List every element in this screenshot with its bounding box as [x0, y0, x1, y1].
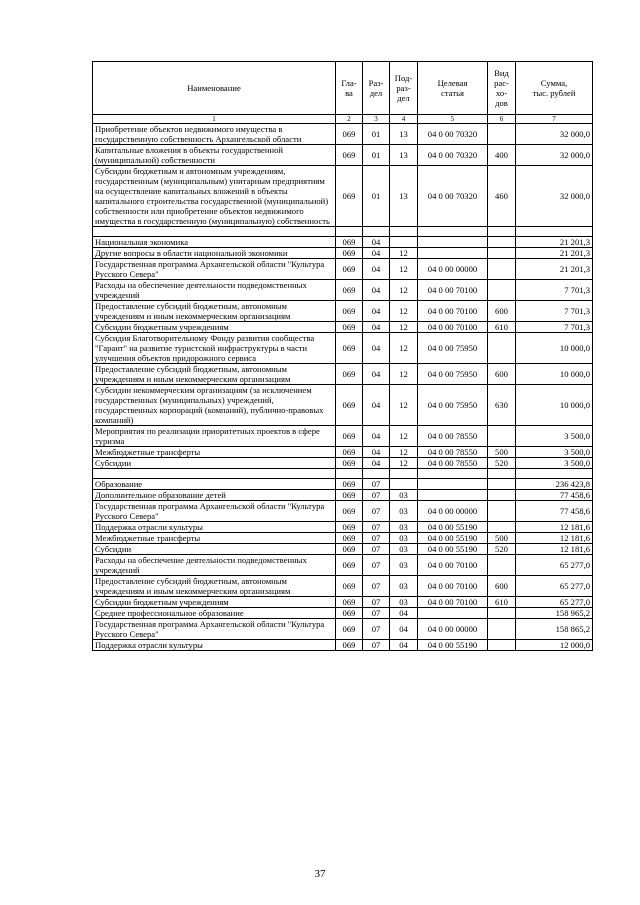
column-number: 2: [336, 115, 363, 124]
cell-glava: 069: [336, 619, 363, 640]
cell-summa: 3 500,0: [516, 426, 593, 447]
cell-razdel: 04: [363, 364, 390, 385]
cell-statya: 04 0 00 00000: [418, 501, 488, 522]
cell-vid: 610: [488, 322, 516, 333]
header-razdel: Раз- дел: [363, 62, 390, 115]
cell-razdel: 01: [363, 145, 390, 166]
cell-glava: 069: [336, 301, 363, 322]
cell-razdel: 04: [363, 458, 390, 469]
cell-razdel: 07: [363, 501, 390, 522]
table-row: [93, 490, 593, 501]
table-row: [93, 333, 593, 364]
cell-razdel: 07: [363, 576, 390, 597]
cell-podrazdel: 03: [390, 555, 418, 576]
cell-name: Государственная программа Архангельской области "Культура Русского Севера": [93, 619, 336, 640]
cell-name: Предоставление субсидий бюджетным, автономным учреждениям и иным некоммерческим организациям: [93, 576, 336, 597]
table-row: [93, 640, 593, 651]
cell-summa: 3 500,0: [516, 447, 593, 458]
cell-summa: 65 277,0: [516, 597, 593, 608]
cell-podrazdel: 04: [390, 619, 418, 640]
cell-name: Поддержка отрасли культуры: [93, 640, 336, 651]
cell-statya: 04 0 00 55190: [418, 533, 488, 544]
cell-statya: 04 0 00 78550: [418, 458, 488, 469]
cell-statya: 04 0 00 75950: [418, 364, 488, 385]
empty-cell: [336, 227, 363, 237]
cell-glava: 069: [336, 248, 363, 259]
cell-razdel: 04: [363, 385, 390, 426]
empty-cell: [336, 469, 363, 479]
cell-vid: 520: [488, 458, 516, 469]
cell-razdel: 07: [363, 490, 390, 501]
empty-cell: [488, 469, 516, 479]
cell-glava: 069: [336, 259, 363, 280]
cell-vid: [488, 555, 516, 576]
cell-razdel: 07: [363, 619, 390, 640]
cell-razdel: 04: [363, 333, 390, 364]
cell-podrazdel: 12: [390, 280, 418, 301]
cell-podrazdel: 12: [390, 301, 418, 322]
cell-summa: 10 000,0: [516, 364, 593, 385]
header-vid: Вид рас- хо- дов: [488, 62, 516, 115]
table-row: [93, 237, 593, 248]
cell-name: Государственная программа Архангельской области "Культура Русского Севера": [93, 501, 336, 522]
cell-name: Национальная экономика: [93, 237, 336, 248]
cell-podrazdel: 03: [390, 533, 418, 544]
cell-vid: 630: [488, 385, 516, 426]
table-row: [93, 364, 593, 385]
column-number: 3: [363, 115, 390, 124]
table-row: [93, 522, 593, 533]
cell-vid: [488, 333, 516, 364]
cell-name: Предоставление субсидий бюджетным, автономным учреждениям и иным некоммерческим организациям: [93, 364, 336, 385]
cell-statya: [418, 479, 488, 490]
column-number: 5: [418, 115, 488, 124]
table-row: [93, 479, 593, 490]
cell-summa: 10 000,0: [516, 333, 593, 364]
cell-name: Субсидии некоммерческим организациям (за исключением государственных (муниципальных) учреждений, государственных корпораций (компаний), публично-правовых компаний): [93, 385, 336, 426]
cell-vid: [488, 248, 516, 259]
cell-name: Субсидии: [93, 458, 336, 469]
empty-cell: [390, 227, 418, 237]
cell-razdel: 07: [363, 640, 390, 651]
cell-podrazdel: 03: [390, 490, 418, 501]
table-row: [93, 426, 593, 447]
header-summa: Сумма, тыс. рублей: [516, 62, 593, 115]
cell-podrazdel: 12: [390, 322, 418, 333]
cell-glava: 069: [336, 333, 363, 364]
cell-statya: 04 0 00 75950: [418, 333, 488, 364]
budget-table: [92, 61, 593, 651]
cell-summa: 12 181,6: [516, 533, 593, 544]
cell-glava: 069: [336, 544, 363, 555]
cell-statya: 04 0 00 70100: [418, 555, 488, 576]
cell-vid: [488, 619, 516, 640]
cell-podrazdel: 13: [390, 124, 418, 145]
cell-statya: 04 0 00 78550: [418, 447, 488, 458]
cell-podrazdel: 12: [390, 458, 418, 469]
cell-glava: 069: [336, 640, 363, 651]
cell-razdel: 01: [363, 124, 390, 145]
empty-cell: [390, 469, 418, 479]
cell-vid: 610: [488, 597, 516, 608]
table-row: [93, 576, 593, 597]
cell-glava: 069: [336, 145, 363, 166]
cell-summa: 7 701,3: [516, 280, 593, 301]
cell-podrazdel: 03: [390, 544, 418, 555]
table-row: [93, 124, 593, 145]
cell-glava: 069: [336, 426, 363, 447]
cell-name: Расходы на обеспечение деятельности подведомственных учреждений: [93, 280, 336, 301]
column-number: 6: [488, 115, 516, 124]
cell-summa: 158 865,2: [516, 619, 593, 640]
column-number: 4: [390, 115, 418, 124]
cell-summa: 12 181,6: [516, 522, 593, 533]
cell-vid: [488, 490, 516, 501]
cell-glava: 069: [336, 322, 363, 333]
cell-statya: [418, 237, 488, 248]
cell-statya: 04 0 00 70320: [418, 124, 488, 145]
cell-razdel: 04: [363, 426, 390, 447]
cell-name: Расходы на обеспечение деятельности подведомственных учреждений: [93, 555, 336, 576]
cell-podrazdel: 12: [390, 248, 418, 259]
table-row: [93, 145, 593, 166]
cell-razdel: 07: [363, 479, 390, 490]
cell-razdel: 01: [363, 166, 390, 227]
column-number: 7: [516, 115, 593, 124]
cell-podrazdel: 03: [390, 576, 418, 597]
cell-statya: 04 0 00 70320: [418, 145, 488, 166]
cell-summa: 7 701,3: [516, 301, 593, 322]
cell-podrazdel: [390, 479, 418, 490]
cell-podrazdel: 12: [390, 333, 418, 364]
cell-glava: 069: [336, 280, 363, 301]
cell-vid: 500: [488, 447, 516, 458]
cell-glava: 069: [336, 501, 363, 522]
cell-statya: 04 0 00 78550: [418, 426, 488, 447]
empty-cell: [516, 469, 593, 479]
column-number: 1: [93, 115, 336, 124]
cell-vid: 600: [488, 576, 516, 597]
cell-summa: 3 500,0: [516, 458, 593, 469]
cell-statya: 04 0 00 00000: [418, 259, 488, 280]
empty-cell: [516, 227, 593, 237]
table-body: [93, 124, 593, 651]
cell-podrazdel: 12: [390, 447, 418, 458]
cell-statya: 04 0 00 70100: [418, 576, 488, 597]
table-row: [93, 280, 593, 301]
cell-summa: 236 423,8: [516, 479, 593, 490]
cell-statya: 04 0 00 00000: [418, 619, 488, 640]
cell-glava: 069: [336, 124, 363, 145]
cell-statya: 04 0 00 55190: [418, 522, 488, 533]
table-row: [93, 447, 593, 458]
cell-razdel: 04: [363, 322, 390, 333]
table-row: [93, 533, 593, 544]
cell-podrazdel: [390, 237, 418, 248]
cell-statya: 04 0 00 70100: [418, 301, 488, 322]
table-row: [93, 248, 593, 259]
cell-summa: 21 201,3: [516, 237, 593, 248]
cell-summa: 158 965,2: [516, 608, 593, 619]
cell-summa: 65 277,0: [516, 555, 593, 576]
cell-vid: [488, 501, 516, 522]
cell-vid: [488, 259, 516, 280]
cell-razdel: 07: [363, 544, 390, 555]
table-row: [93, 501, 593, 522]
cell-vid: 460: [488, 166, 516, 227]
cell-summa: 12 181,6: [516, 544, 593, 555]
cell-razdel: 07: [363, 555, 390, 576]
empty-cell: [418, 469, 488, 479]
cell-summa: 32 000,0: [516, 145, 593, 166]
cell-vid: [488, 124, 516, 145]
cell-glava: 069: [336, 522, 363, 533]
table-row: [93, 544, 593, 555]
cell-vid: [488, 426, 516, 447]
cell-statya: 04 0 00 75950: [418, 385, 488, 426]
cell-vid: [488, 608, 516, 619]
cell-summa: 10 000,0: [516, 385, 593, 426]
cell-vid: [488, 237, 516, 248]
cell-razdel: 04: [363, 237, 390, 248]
table-row: [93, 458, 593, 469]
cell-name: Субсидии бюджетным и автономным учреждениям, государственным (муниципальным) унитарным предприятиям на осуществление капитальных вложений в объекты капитального строительства государственной (муниципальной) собственности или приобретение объектов недвижимого имущества в государственную (муниципальную) собственность: [93, 166, 336, 227]
spacer-row: [93, 227, 593, 237]
cell-razdel: 04: [363, 301, 390, 322]
cell-statya: 04 0 00 55190: [418, 544, 488, 555]
empty-cell: [93, 469, 336, 479]
cell-name: Предоставление субсидий бюджетным, автономным учреждениям и иным некоммерческим организациям: [93, 301, 336, 322]
cell-name: Другие вопросы в области национальной экономики: [93, 248, 336, 259]
cell-podrazdel: 03: [390, 522, 418, 533]
table-row: [93, 555, 593, 576]
cell-razdel: 04: [363, 447, 390, 458]
cell-summa: 77 458,6: [516, 501, 593, 522]
cell-glava: 069: [336, 533, 363, 544]
cell-name: Дополнительное образование детей: [93, 490, 336, 501]
cell-podrazdel: 12: [390, 385, 418, 426]
cell-summa: 7 701,3: [516, 322, 593, 333]
cell-glava: 069: [336, 166, 363, 227]
cell-name: Капитальные вложения в объекты государственной (муниципальной) собственности: [93, 145, 336, 166]
cell-name: Среднее профессиональное образование: [93, 608, 336, 619]
cell-razdel: 04: [363, 259, 390, 280]
cell-vid: [488, 522, 516, 533]
cell-razdel: 07: [363, 522, 390, 533]
cell-vid: [488, 640, 516, 651]
cell-summa: 21 201,3: [516, 248, 593, 259]
cell-statya: 04 0 00 70320: [418, 166, 488, 227]
table-row: [93, 166, 593, 227]
cell-name: Поддержка отрасли культуры: [93, 522, 336, 533]
cell-vid: [488, 479, 516, 490]
cell-glava: 069: [336, 490, 363, 501]
cell-summa: 77 458,6: [516, 490, 593, 501]
empty-cell: [363, 227, 390, 237]
cell-podrazdel: 04: [390, 608, 418, 619]
cell-statya: 04 0 00 70100: [418, 597, 488, 608]
cell-podrazdel: 12: [390, 426, 418, 447]
table-row: [93, 259, 593, 280]
page-number: 37: [314, 868, 326, 880]
cell-razdel: 04: [363, 248, 390, 259]
cell-name: Субсидии бюджетным учреждениям: [93, 322, 336, 333]
cell-name: Приобретение объектов недвижимого имущества в государственную собственность Архангельской области: [93, 124, 336, 145]
empty-cell: [93, 227, 336, 237]
cell-podrazdel: 13: [390, 166, 418, 227]
cell-vid: [488, 280, 516, 301]
cell-glava: 069: [336, 597, 363, 608]
cell-glava: 069: [336, 364, 363, 385]
cell-glava: 069: [336, 608, 363, 619]
cell-name: Мероприятия по реализации приоритетных проектов в сфере туризма: [93, 426, 336, 447]
cell-vid: 520: [488, 544, 516, 555]
cell-podrazdel: 12: [390, 259, 418, 280]
cell-podrazdel: 03: [390, 597, 418, 608]
empty-cell: [363, 469, 390, 479]
cell-summa: 32 000,0: [516, 124, 593, 145]
cell-vid: 500: [488, 533, 516, 544]
cell-name: Субсидия Благотворительному Фонду развития сообщества "Гарант" на развитие туристской инфраструктуры в части улучшения объектов придорожного сервиса: [93, 333, 336, 364]
cell-vid: 600: [488, 301, 516, 322]
cell-glava: 069: [336, 447, 363, 458]
empty-cell: [488, 227, 516, 237]
cell-podrazdel: 03: [390, 501, 418, 522]
cell-glava: 069: [336, 385, 363, 426]
empty-cell: [418, 227, 488, 237]
cell-razdel: 07: [363, 533, 390, 544]
cell-name: Межбюджетные трансферты: [93, 533, 336, 544]
table-row: [93, 385, 593, 426]
cell-glava: 069: [336, 479, 363, 490]
cell-statya: [418, 490, 488, 501]
cell-vid: 400: [488, 145, 516, 166]
table-row: [93, 322, 593, 333]
cell-name: Субсидии: [93, 544, 336, 555]
cell-name: Субсидии бюджетным учреждениям: [93, 597, 336, 608]
cell-glava: 069: [336, 576, 363, 597]
cell-podrazdel: 04: [390, 640, 418, 651]
cell-summa: 65 277,0: [516, 576, 593, 597]
spacer-row: [93, 469, 593, 479]
cell-vid: 600: [488, 364, 516, 385]
cell-summa: 12 000,0: [516, 640, 593, 651]
column-number-row: [93, 115, 593, 124]
cell-razdel: 07: [363, 597, 390, 608]
header-statya: Целевая статья: [418, 62, 488, 115]
cell-summa: 21 201,3: [516, 259, 593, 280]
cell-razdel: 07: [363, 608, 390, 619]
header-row: [93, 62, 593, 115]
header-glava: Гла- ва: [336, 62, 363, 115]
cell-summa: 32 000,0: [516, 166, 593, 227]
cell-statya: 04 0 00 70100: [418, 280, 488, 301]
table-row: [93, 597, 593, 608]
cell-name: Межбюджетные трансферты: [93, 447, 336, 458]
cell-statya: 04 0 00 55190: [418, 640, 488, 651]
cell-podrazdel: 12: [390, 364, 418, 385]
cell-statya: [418, 608, 488, 619]
cell-glava: 069: [336, 555, 363, 576]
cell-razdel: 04: [363, 280, 390, 301]
header-name: Наименование: [93, 62, 336, 115]
table-row: [93, 608, 593, 619]
table-row: [93, 619, 593, 640]
cell-glava: 069: [336, 237, 363, 248]
cell-statya: 04 0 00 70100: [418, 322, 488, 333]
table-row: [93, 301, 593, 322]
cell-glava: 069: [336, 458, 363, 469]
cell-podrazdel: 13: [390, 145, 418, 166]
cell-name: Образование: [93, 479, 336, 490]
cell-statya: [418, 248, 488, 259]
header-podrazdel: Под- раз- дел: [390, 62, 418, 115]
cell-name: Государственная программа Архангельской области "Культура Русского Севера": [93, 259, 336, 280]
